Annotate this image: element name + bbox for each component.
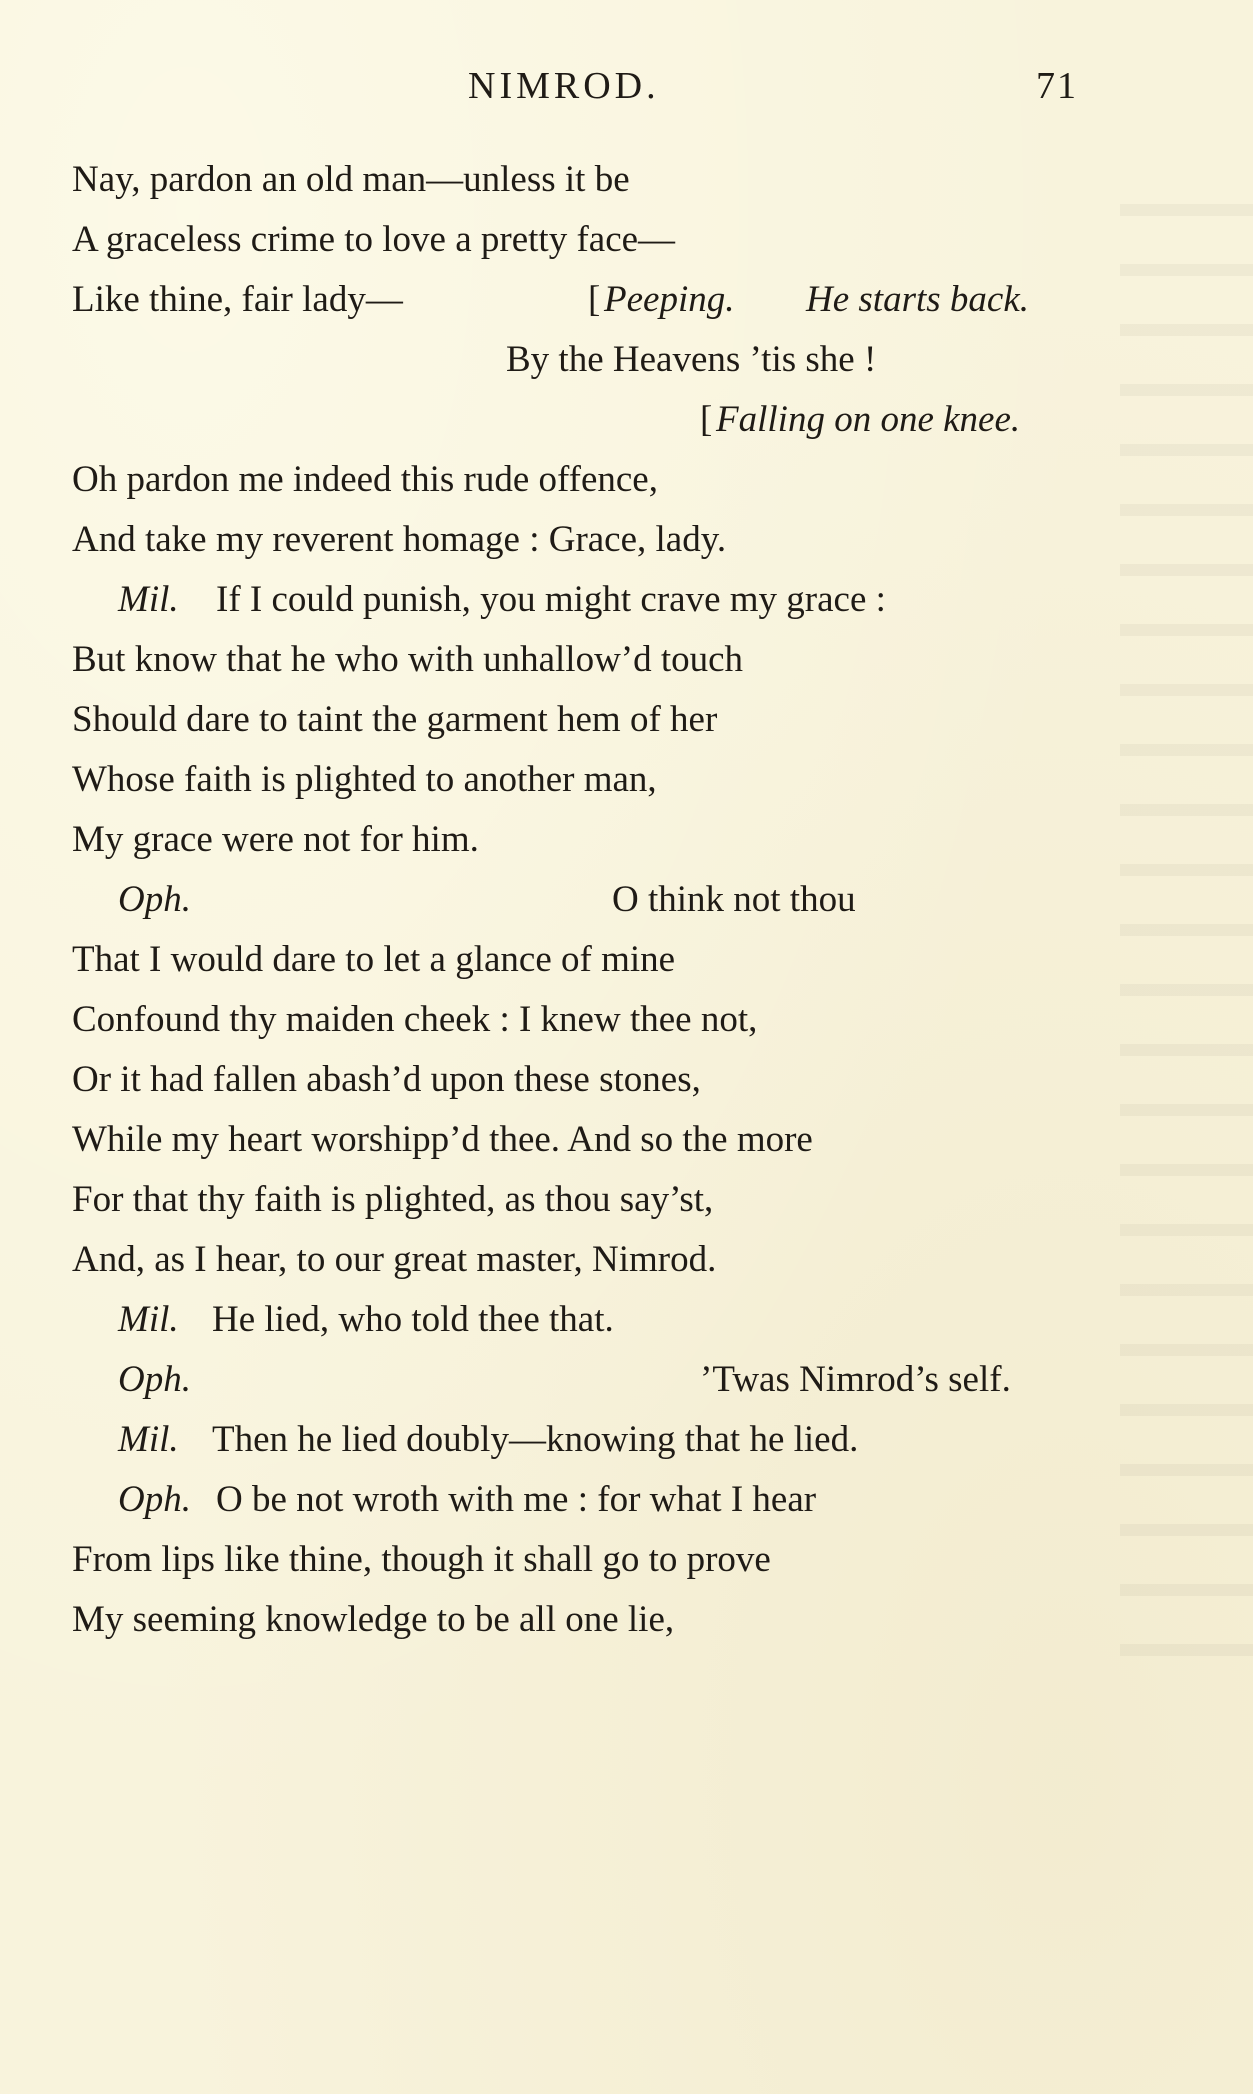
speaker-name: Mil.	[118, 1299, 179, 1340]
speaker-name: Mil.	[118, 579, 179, 620]
speech-line: Oph. O be not wroth with me : for what I hear	[0, 1470, 1253, 1530]
verse-line-with-stage-direction: Like thine, fair lady— [ Peeping. He starts back.	[0, 270, 1253, 330]
verse-line: And take my reverent homage : Grace, lady.	[72, 519, 727, 560]
stage-direction: Falling on one knee.	[716, 399, 1021, 440]
verse-line: While my heart worshipp’d thee. And so the more	[72, 1119, 813, 1160]
speech-line: Mil. If I could punish, you might crave my grace :	[0, 570, 1253, 630]
speech-line: Mil. He lied, who told thee that.	[0, 1290, 1253, 1350]
verse-line: Confound thy maiden cheek : I knew thee not,	[72, 999, 758, 1040]
speaker-name: Oph.	[118, 1479, 191, 1520]
speech-line: Oph. O think not thou	[0, 870, 1253, 930]
verse-line: And, as I hear, to our great master, Nimrod.	[72, 1239, 717, 1280]
verse-line: Should dare to taint the garment hem of her	[72, 699, 718, 740]
stage-direction: He starts back.	[806, 279, 1029, 320]
page-header	[0, 64, 1253, 114]
verse-line: A graceless crime to love a pretty face—	[72, 219, 676, 260]
stage-direction-bracket: [	[700, 399, 713, 440]
running-title: NIMROD.	[468, 65, 660, 107]
verse-line: Nay, pardon an old man—unless it be	[72, 159, 630, 200]
verse-line: That I would dare to let a glance of mine	[72, 939, 676, 980]
verse-line: Oh pardon me indeed this rude offence,	[72, 459, 658, 500]
speaker-name: Oph.	[118, 1359, 191, 1400]
verse-line: For that thy faith is plighted, as thou say’st,	[72, 1179, 714, 1220]
stage-direction-bracket: [	[588, 279, 601, 320]
verse-line: By the Heavens ’tis she !	[506, 339, 877, 380]
verse-line: From lips like thine, though it shall go to prove	[72, 1539, 771, 1580]
speech-line: Oph. ’Twas Nimrod’s self.	[0, 1350, 1253, 1410]
speaker-name: Oph.	[118, 879, 191, 920]
stage-direction: Peeping.	[604, 279, 735, 320]
verse-line: But know that he who with unhallow’d touch	[72, 639, 744, 680]
verse-line: Or it had fallen abash’d upon these stones,	[72, 1059, 701, 1100]
verse-line: My grace were not for him.	[72, 819, 479, 860]
speech-line: Mil. Then he lied doubly—knowing that he lied.	[0, 1410, 1253, 1470]
speaker-name: Mil.	[118, 1419, 179, 1460]
stage-direction-line	[0, 390, 1253, 450]
verse-line: My seeming knowledge to be all one lie,	[72, 1599, 675, 1640]
verse-text	[0, 150, 1253, 1650]
page-number: 71	[1036, 65, 1078, 107]
verse-line: Whose faith is plighted to another man,	[72, 759, 657, 800]
